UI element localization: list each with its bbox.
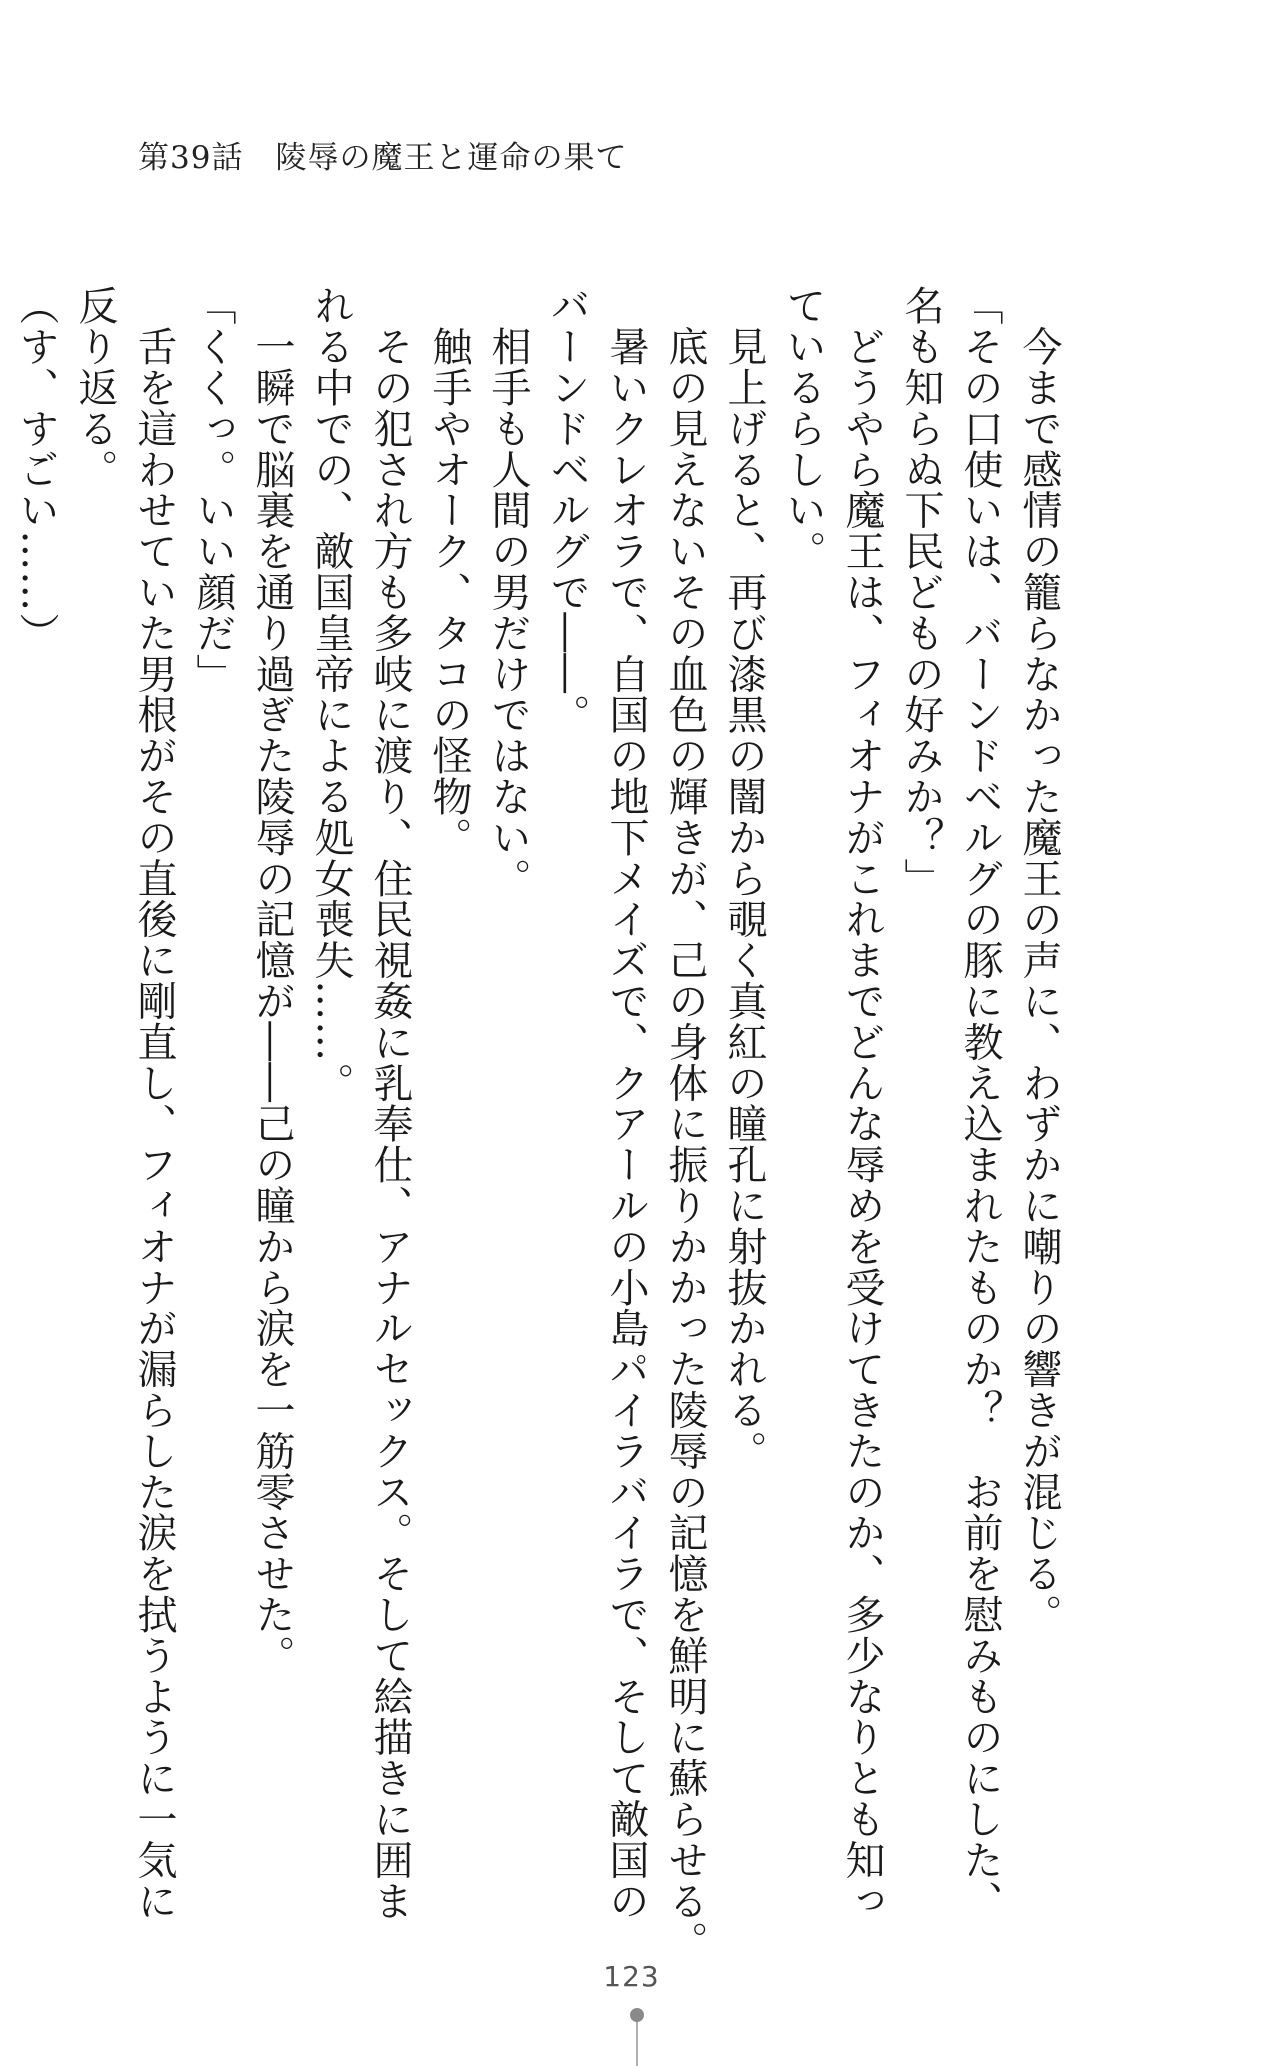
text-line: 相手も人間の男だけではない。 <box>485 285 531 899</box>
text-line: 今まで感情の籠らなかった魔王の声に、わずかに嘲りの響きが混じる。 <box>1016 285 1062 1635</box>
text-line: 底の見えないその血色の輝きが、己の身体に振りかかった陵辱の記憶を鮮明に蘇らせる。 <box>662 285 708 1962</box>
text-line: （す、すごい……） <box>13 285 59 654</box>
text-line: 見上げると、再び漆黒の闇から覗く真紅の瞳孔に射抜かれる。 <box>721 285 767 1472</box>
text-line: 一瞬で脳裏を通り過ぎた陵辱の記憶が――己の瞳から涙を一筋零させた。 <box>249 285 295 1676</box>
text-line: どうやら魔王は、フィオナがこれまでどんな辱めを受けてきたのか、多少なりとも知っ <box>839 285 885 1921</box>
text-line: 名も知らぬ下民どもの好みか？」 <box>898 285 944 899</box>
text-line: ているらしい。 <box>780 285 826 572</box>
text-line: 「その口使いは、バーンドベルグの豚に教え込まれたものか？ お前を慰みものにした、 <box>957 285 1003 1921</box>
text-line: その犯され方も多岐に渡り、住民視姦に乳奉仕、アナルセックス。そして絵描きに囲ま <box>367 285 413 1921</box>
text-line: 反り返る。 <box>72 285 118 490</box>
folio-rule-ornament <box>636 2022 638 2066</box>
body-text <box>6 285 1068 1962</box>
folio-dot-ornament <box>630 2008 644 2022</box>
text-line: バーンドベルグで――。 <box>544 285 590 735</box>
text-line: 暑いクレオラで、自国の地下メイズで、クアールの小島パイラバイラで、そして敵国の <box>603 285 649 1921</box>
text-line: 「くくっ。いい顔だ」 <box>190 285 236 694</box>
text-line: 舌を這わせていた男根がその直後に剛直し、フィオナが漏らした涙を拭うように一気に <box>131 285 177 1921</box>
text-line: 触手やオーク、タコの怪物。 <box>426 285 472 858</box>
page-number: 123 <box>603 1960 660 1993</box>
text-line: れる中での、敵国皇帝による処女喪失……。 <box>308 285 354 1103</box>
chapter-running-head: 第39話 陵辱の魔王と運命の果て <box>138 140 628 176</box>
